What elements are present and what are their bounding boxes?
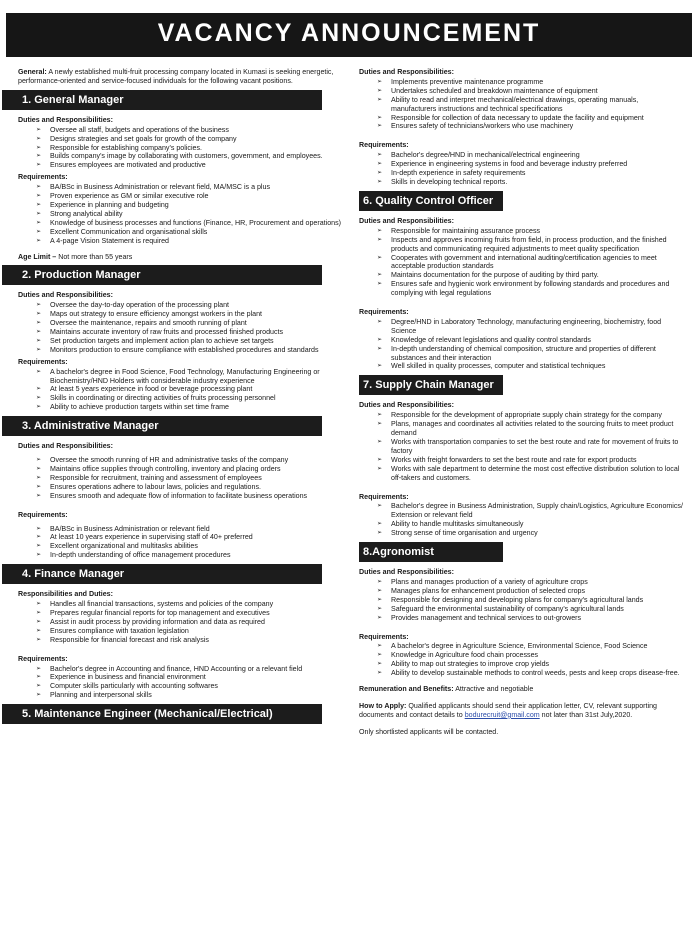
list-item (18, 618, 342, 627)
sc-duties-list (359, 411, 683, 482)
list-item-text: In-depth understanding of office management procedures (50, 551, 231, 560)
list-item-text: Maintains accurate inventory of raw fruits and processed finished products (50, 328, 284, 337)
arrow-bullet-icon: ➢ (36, 126, 42, 133)
list-item (18, 201, 342, 210)
arrow-bullet-icon: ➢ (377, 236, 383, 243)
list-item (359, 669, 683, 678)
list-item-text: A 4-page Vision Statement is required (50, 236, 169, 245)
pm-requirements-list (18, 368, 342, 413)
list-item-text: Responsible for designing and developing plans for company's agricultural lands (391, 595, 644, 604)
list-item (18, 533, 342, 542)
arrow-bullet-icon: ➢ (36, 210, 42, 217)
arrow-bullet-icon: ➢ (36, 395, 42, 402)
list-item-text: BA/BSc in Business Administration or relevant field, MA/MSC is a plus (50, 183, 270, 192)
list-item (18, 237, 342, 246)
remuneration-text: Attractive and negotiable (453, 685, 534, 694)
fm-duties-label: Responsibilities and Duties: (18, 590, 113, 599)
arrow-bullet-icon: ➢ (377, 652, 383, 659)
arrow-bullet-icon: ➢ (36, 466, 42, 472)
list-item-text: Responsible for recruitment, training and assessment of employees (50, 473, 262, 482)
list-item (18, 492, 342, 501)
list-item (18, 636, 342, 645)
arrow-bullet-icon: ➢ (377, 152, 383, 159)
qc-requirements-list (359, 318, 683, 371)
sc-requirements-list (359, 502, 683, 538)
arrow-bullet-icon: ➢ (36, 329, 42, 336)
arrow-bullet-icon: ➢ (377, 318, 383, 325)
list-item-text: Undertakes scheduled and breakdown maintenance of equipment (391, 86, 598, 95)
arrow-bullet-icon: ➢ (377, 336, 383, 343)
arrow-bullet-icon: ➢ (377, 345, 383, 352)
list-item (359, 151, 683, 160)
arrow-bullet-icon: ➢ (36, 609, 42, 616)
list-item-text: Manages plans for enhancement production of selected crops (391, 586, 586, 595)
arrow-bullet-icon: ➢ (36, 193, 42, 200)
list-item (359, 642, 683, 651)
arrow-bullet-icon: ➢ (36, 237, 42, 244)
pm-duties-label: Duties and Responsibilities: (18, 291, 113, 300)
section-header-production-manager: 2. Production Manager (2, 265, 322, 285)
arrow-bullet-icon: ➢ (36, 302, 42, 309)
arrow-bullet-icon: ➢ (36, 534, 42, 541)
title-banner (0, 0, 698, 62)
list-item-text: Prepares regular financial reports for top management and executives (50, 608, 270, 617)
list-item-text: Implements preventive maintenance programme (391, 77, 544, 86)
list-item-text: At least 5 years experience in food or beverage processing plant (50, 385, 253, 394)
age-limit-text: Not more than 55 years (56, 252, 133, 261)
arrow-bullet-icon: ➢ (377, 605, 383, 612)
gm-duties-list (18, 126, 342, 171)
arrow-bullet-icon: ➢ (36, 683, 42, 690)
list-item-text: Builds company's image by collaborating with customers, government, and employees. (50, 152, 323, 161)
remuneration (359, 685, 683, 694)
list-item (18, 474, 342, 483)
apply-email-link[interactable]: bodurecruit@gmail.com (464, 710, 540, 719)
arrow-bullet-icon: ➢ (377, 503, 383, 510)
list-item (359, 78, 683, 87)
list-item-text: Responsible for collection of data necessary to update the facility and equipment (391, 113, 644, 122)
arrow-bullet-icon: ➢ (36, 474, 42, 481)
arrow-bullet-icon: ➢ (377, 363, 383, 370)
list-item (359, 160, 683, 169)
arrow-bullet-icon: ➢ (377, 281, 383, 288)
list-item (359, 465, 683, 483)
section-header-supply-chain-manager: 7. Supply Chain Manager (359, 375, 503, 395)
arrow-bullet-icon: ➢ (377, 412, 383, 419)
list-item (18, 682, 342, 691)
list-item-text: In-depth understanding of chemical composition, structure and properties of different substances and their interaction (391, 344, 656, 362)
sc-requirements-label: Requirements: (359, 492, 409, 501)
am-requirements-list (18, 525, 342, 561)
list-item (18, 183, 342, 192)
arrow-bullet-icon: ➢ (36, 404, 42, 411)
remuneration-label: Remuneration and Benefits: (359, 685, 454, 694)
pm-requirements-label: Requirements: (18, 357, 68, 366)
list-item-text: Ensures employees are motivated and productive (50, 161, 206, 170)
list-item-text: Well skilled in quality processes, computer and statistical techniques (391, 362, 606, 371)
list-item-text: A bachelor's degree in Food Science, Food Technology, Manufacturing Engineering or Biochemistry/HND Holders with considerable industry experience (50, 367, 320, 385)
list-item (359, 169, 683, 178)
arrow-bullet-icon: ➢ (377, 643, 383, 650)
list-item (18, 673, 342, 682)
section-header-general-manager: 1. General Manager (2, 90, 322, 110)
list-item-text: Designs strategies and set goals for growth of the company (50, 134, 237, 143)
list-item-text: Plans, manages and coordinates all activities related to the sourcing fruits to meet product demand (391, 420, 674, 438)
me-requirements-list (359, 151, 683, 187)
list-item-text: Oversee the day-to-day operation of the processing plant (50, 301, 230, 310)
list-item-text: Computer skills particularly with accounting softwares (50, 682, 218, 691)
arrow-bullet-icon: ➢ (36, 601, 42, 608)
gm-requirements-label: Requirements: (18, 173, 68, 182)
arrow-bullet-icon: ➢ (36, 483, 42, 490)
list-item (18, 525, 342, 534)
arrow-bullet-icon: ➢ (36, 184, 42, 191)
arrow-bullet-icon: ➢ (36, 337, 42, 344)
list-item-text: Skills in coordinating or directing activities of fruits processing personnel (50, 394, 276, 403)
list-item-text: Provides management and technical services to out-growers (391, 613, 582, 622)
list-item (359, 660, 683, 669)
arrow-bullet-icon: ➢ (36, 665, 42, 672)
fm-duties-list (18, 600, 342, 645)
am-duties-list (18, 456, 342, 501)
arrow-bullet-icon: ➢ (377, 254, 383, 261)
list-item (359, 614, 683, 623)
list-item-text: Maintains documentation for the purpose of auditing by third party. (391, 271, 599, 280)
list-item-text: Experience in business and financial environment (50, 673, 206, 682)
list-item (18, 152, 342, 161)
general-label: General: (18, 68, 47, 76)
page-title: VACANCY ANNOUNCEMENT (157, 19, 541, 47)
arrow-bullet-icon: ➢ (36, 219, 42, 226)
apply-text-1: Qualified applicants should send their application letter, CV, relevant supporting documents and contact details to (359, 701, 657, 719)
list-item (359, 280, 683, 298)
list-item (359, 114, 683, 123)
list-item-text: Knowledge of relevant legislations and quality control standards (391, 335, 591, 344)
section-header-quality-control-officer: 6. Quality Control Officer (359, 191, 503, 211)
list-item (18, 210, 342, 219)
list-item-text: Works with freight forwarders to set the best route and rate for export products (391, 455, 637, 464)
list-item-text: Ensures smooth and adequate flow of information to facilitate business operations (50, 491, 308, 500)
list-item (359, 456, 683, 465)
list-item-text: Monitors production to ensure compliance with established procedures and standards (50, 345, 319, 354)
fm-requirements-label: Requirements: (18, 654, 68, 663)
list-item (18, 192, 342, 201)
list-item (18, 337, 342, 346)
list-item-text: Oversee the maintenance, repairs and smooth running of plant (50, 319, 247, 328)
list-item-text: In-depth experience in safety requirements (391, 169, 526, 178)
arrow-bullet-icon: ➢ (377, 587, 383, 594)
list-item (18, 385, 342, 394)
section-header-agronomist: 8.Agronomist (359, 542, 503, 562)
list-item (359, 271, 683, 280)
list-item (359, 596, 683, 605)
list-item (359, 254, 683, 272)
list-item-text: Set production targets and implement action plan to achieve set targets (50, 336, 274, 345)
list-item (18, 600, 342, 609)
am-duties-label: Duties and Responsibilities: (18, 442, 113, 451)
ag-requirements-list (359, 642, 683, 678)
arrow-bullet-icon: ➢ (377, 114, 383, 121)
list-item (359, 578, 683, 587)
general-paragraph (18, 68, 342, 86)
arrow-bullet-icon: ➢ (36, 692, 42, 699)
list-item (18, 346, 342, 355)
arrow-bullet-icon: ➢ (36, 346, 42, 353)
section-header-finance-manager: 4. Finance Manager (2, 564, 322, 584)
list-item (359, 345, 683, 363)
am-requirements-label: Requirements: (18, 510, 68, 519)
list-item (18, 465, 342, 474)
list-item (18, 368, 342, 386)
list-item (359, 362, 683, 371)
list-item-text: Excellent organizational and multitasks abilities (50, 542, 198, 551)
list-item-text: Ensures operations adhere to labour laws, policies and regulations. (50, 482, 261, 491)
arrow-bullet-icon: ➢ (36, 492, 42, 499)
list-item-text: Excellent Communication and organisational skills (50, 227, 208, 236)
left-column (18, 68, 342, 730)
arrow-bullet-icon: ➢ (377, 521, 383, 528)
list-item (359, 438, 683, 456)
arrow-bullet-icon: ➢ (377, 439, 383, 445)
me-duties-list (359, 78, 683, 131)
list-item (18, 627, 342, 636)
arrow-bullet-icon: ➢ (36, 457, 42, 464)
list-item-text: Responsible for the development of appropriate supply chain strategy for the company (391, 411, 662, 420)
ag-requirements-label: Requirements: (359, 632, 409, 641)
list-item (18, 665, 342, 674)
fm-requirements-list (18, 665, 342, 701)
list-item-text: Inspects and approves incoming fruits from field, in process production, and the finished products and communicating required adjustments to meet quality specification (391, 235, 667, 253)
list-item-text: Strong analytical ability (50, 209, 123, 218)
section-header-administrative-manager: 3. Administrative Manager (2, 416, 322, 436)
list-item (18, 609, 342, 618)
list-item-text: Cooperates with government and international auditing/certification agencies to meet acceptable production standards (391, 253, 657, 271)
list-item-text: Works with sale department to determine the most cost effective distribution solution to local off-takers and customers. (391, 464, 680, 482)
section-header-maintenance-engineer: 5. Maintenance Engineer (Mechanical/Electrical) (2, 704, 322, 724)
list-item (359, 87, 683, 96)
list-item-text: Ability to achieve production targets within set time frame (50, 403, 230, 412)
list-item-text: Safeguard the environmental sustainability of company's agricultural lands (391, 604, 624, 613)
list-item-text: Experience in engineering systems in food and beverage industry preferred (391, 160, 628, 169)
arrow-bullet-icon: ➢ (377, 670, 383, 677)
me-duties-label: Duties and Responsibilities: (359, 68, 454, 76)
arrow-bullet-icon: ➢ (36, 135, 42, 142)
list-item (359, 318, 683, 336)
me-requirements-label: Requirements: (359, 141, 409, 150)
arrow-bullet-icon: ➢ (377, 170, 383, 177)
list-item (18, 301, 342, 310)
list-item-text: Ensures safety of technicians/workers who use machinery (391, 122, 574, 131)
list-item-text: Maps out strategy to ensure efficiency amongst workers in the plant (50, 310, 263, 319)
list-item (359, 122, 683, 131)
list-item (359, 502, 683, 520)
arrow-bullet-icon: ➢ (36, 201, 42, 208)
list-item-text: Ability to handle multitasks simultaneously (391, 520, 524, 529)
list-item-text: Handles all financial transactions, systems and policies of the company (50, 600, 274, 609)
list-item-text: Degree/HND in Laboratory Technology, manufacturing engineering, biochemistry, food Science (391, 317, 662, 335)
list-item (359, 529, 683, 538)
arrow-bullet-icon: ➢ (377, 123, 383, 130)
list-item-text: Ability to map out strategies to improve crop yields (391, 660, 550, 669)
arrow-bullet-icon: ➢ (377, 87, 383, 94)
arrow-bullet-icon: ➢ (36, 543, 42, 550)
list-item-text: At least 10 years experience in supervising staff of 40+ preferred (50, 533, 253, 542)
list-item (18, 310, 342, 319)
arrow-bullet-icon: ➢ (36, 311, 42, 318)
right-column (359, 68, 683, 741)
arrow-bullet-icon: ➢ (36, 153, 42, 160)
sc-duties-label: Duties and Responsibilities: (359, 401, 454, 410)
list-item (18, 319, 342, 328)
list-item (18, 551, 342, 560)
list-item-text: Oversee all staff, budgets and operations of the business (50, 125, 229, 134)
list-item (18, 144, 342, 153)
arrow-bullet-icon: ➢ (36, 636, 42, 643)
how-to-apply (359, 702, 683, 720)
list-item-text: A bachelor's degree in Agriculture Science, Environmental Science, Food Science (391, 642, 648, 651)
list-item (18, 403, 342, 412)
list-item-text: Proven experience as GM or similar executive role (50, 192, 209, 201)
arrow-bullet-icon: ➢ (377, 578, 383, 585)
list-item (18, 483, 342, 492)
arrow-bullet-icon: ➢ (377, 272, 383, 279)
apply-label: How to Apply: (359, 701, 407, 710)
list-item (359, 420, 683, 438)
list-item (359, 587, 683, 596)
qc-duties-list (359, 227, 683, 298)
list-item (359, 96, 683, 114)
ag-duties-label: Duties and Responsibilities: (359, 568, 454, 577)
list-item (18, 135, 342, 144)
list-item (359, 227, 683, 236)
arrow-bullet-icon: ➢ (377, 465, 383, 472)
list-item (359, 651, 683, 660)
arrow-bullet-icon: ➢ (377, 596, 383, 603)
list-item-text: BA/BSc in Business Administration or relevant field (50, 524, 210, 533)
arrow-bullet-icon: ➢ (377, 530, 383, 537)
gm-requirements-list (18, 183, 342, 245)
arrow-bullet-icon: ➢ (377, 456, 383, 463)
shortlist-note: Only shortlisted applicants will be contacted. (359, 727, 499, 736)
apply-text-2: not later than 31st July,2020. (539, 710, 633, 719)
list-item-text: Bachelor's degree in Business Administration, Supply chain/Logistics, Agriculture Economics/ Extension or relevant field (391, 502, 683, 520)
arrow-bullet-icon: ➢ (377, 161, 383, 168)
arrow-bullet-icon: ➢ (36, 618, 42, 625)
list-item-text: Responsible for maintaining assurance process (391, 226, 541, 235)
list-item (18, 126, 342, 135)
list-item-text: Knowledge of business processes and functions (Finance, HR, Procurement and operations) (50, 218, 342, 227)
age-limit-label: Age Limit – (18, 252, 57, 261)
arrow-bullet-icon: ➢ (377, 78, 383, 85)
list-item (18, 691, 342, 700)
arrow-bullet-icon: ➢ (377, 178, 383, 185)
arrow-bullet-icon: ➢ (36, 144, 42, 151)
list-item (18, 456, 342, 465)
list-item-text: Works with transportation companies to set the best route and rate for movement of fruits to factory (391, 438, 679, 455)
qc-duties-label: Duties and Responsibilities: (359, 216, 454, 225)
arrow-bullet-icon: ➢ (377, 96, 383, 103)
list-item-text: Responsible for establishing company's policies. (50, 143, 202, 152)
ag-duties-list (359, 578, 683, 623)
list-item (18, 161, 342, 170)
list-item (18, 394, 342, 403)
arrow-bullet-icon: ➢ (377, 227, 383, 234)
list-item-text: Ensures compliance with taxation legislation (50, 626, 189, 635)
list-item-text: Bachelor's degree in Accounting and finance, HND Accounting or a relevant field (50, 664, 303, 673)
list-item-text: Ability to develop sustainable methods to control weeds, pests and keep crops disease-free. (391, 669, 680, 678)
list-item-text: Strong sense of time organisation and urgency (391, 529, 538, 538)
list-item (359, 520, 683, 529)
arrow-bullet-icon: ➢ (36, 368, 42, 375)
arrow-bullet-icon: ➢ (36, 386, 42, 393)
list-item-text: Assist in audit process by providing information and data as required (50, 617, 265, 626)
list-item (18, 219, 342, 228)
arrow-bullet-icon: ➢ (36, 627, 42, 634)
arrow-bullet-icon: ➢ (36, 162, 42, 169)
list-item-text: Experience in planning and budgeting (50, 200, 169, 209)
arrow-bullet-icon: ➢ (377, 614, 383, 621)
arrow-bullet-icon: ➢ (377, 661, 383, 668)
arrow-bullet-icon: ➢ (36, 552, 42, 559)
list-item (359, 605, 683, 614)
list-item-text: Maintains office supplies through controlling, inventory and placing orders (50, 465, 281, 473)
list-item (359, 411, 683, 420)
arrow-bullet-icon: ➢ (36, 320, 42, 327)
list-item-text: Ensures safe and hygienic work environment by following standards and procedures and complying with legal regulations (391, 280, 670, 298)
list-item-text: Oversee the smooth running of HR and administrative tasks of the company (50, 456, 289, 465)
list-item-text: Ability to read and interpret mechanical/electrical drawings, operating manuals, manufacturers instructions and technical specifications (391, 95, 639, 113)
list-item-text: Bachelor's degree/HND in mechanical/electrical engineering (391, 151, 580, 160)
arrow-bullet-icon: ➢ (36, 525, 42, 532)
list-item-text: Skills in developing technical reports. (391, 177, 508, 186)
list-item (359, 178, 683, 187)
list-item (359, 336, 683, 345)
list-item (18, 328, 342, 337)
list-item (18, 228, 342, 237)
general-text: A newly established multi-fruit processing company located in Kumasi is seeking energetic, performance-oriented and service-focused individuals for the following vacant positions. (18, 68, 334, 85)
list-item-text: Planning and interpersonal skills (50, 691, 152, 700)
qc-requirements-label: Requirements: (359, 308, 409, 317)
arrow-bullet-icon: ➢ (36, 228, 42, 235)
list-item (359, 236, 683, 254)
age-limit (18, 253, 342, 262)
pm-duties-list (18, 301, 342, 354)
list-item (18, 542, 342, 551)
list-item-text: Knowledge in Agriculture food chain processes (391, 651, 539, 660)
list-item-text: Plans and manages production of a variety of agriculture crops (391, 577, 588, 586)
arrow-bullet-icon: ➢ (36, 674, 42, 681)
arrow-bullet-icon: ➢ (377, 421, 383, 428)
list-item-text: Responsible for financial forecast and risk analysis (50, 635, 209, 644)
gm-duties-label: Duties and Responsibilities: (18, 115, 113, 124)
